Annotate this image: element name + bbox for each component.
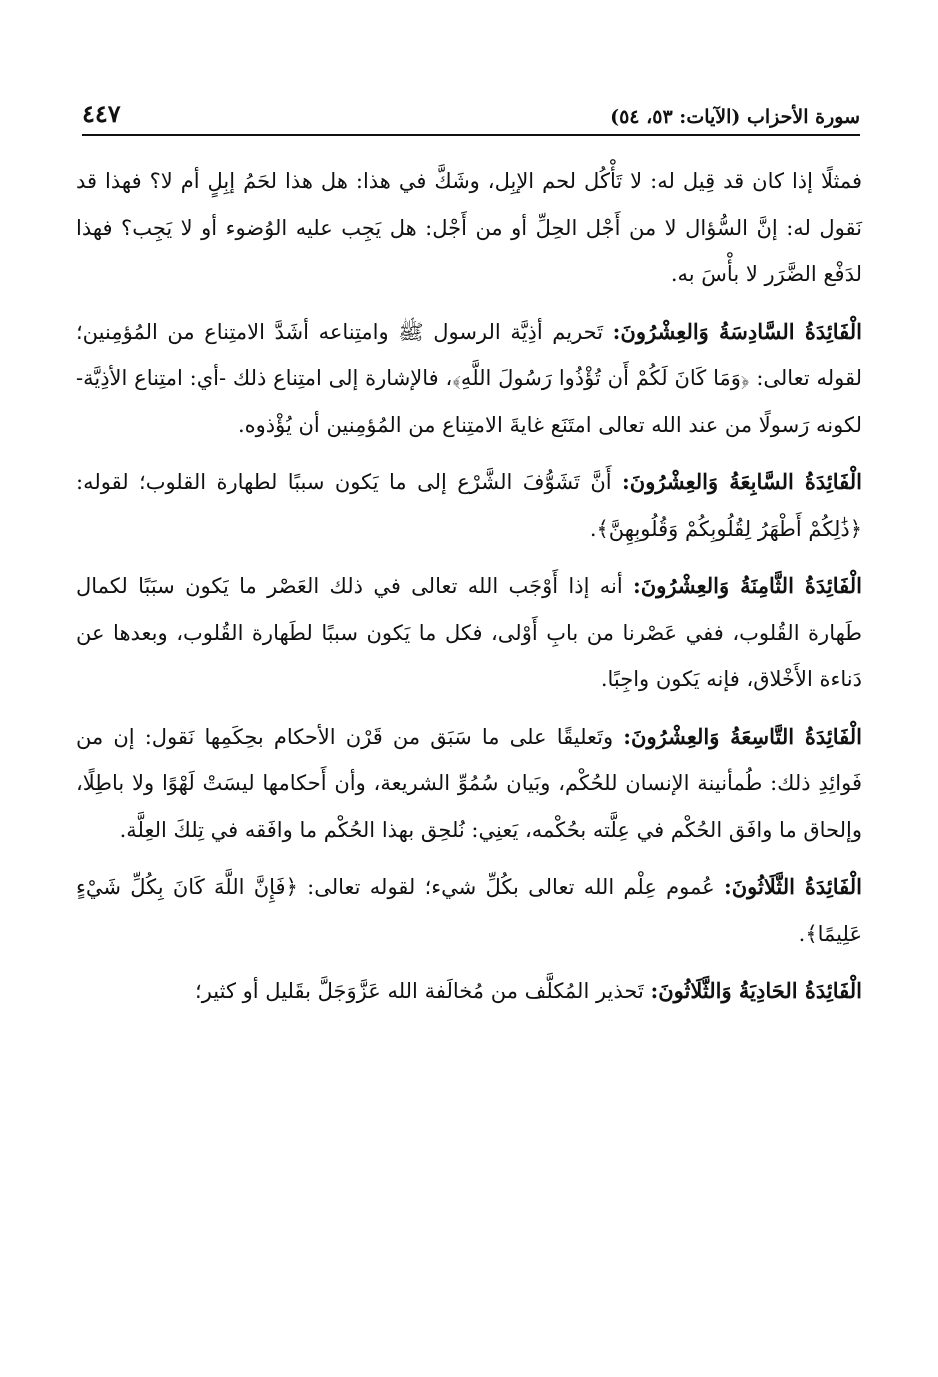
benefit-heading: الْفَائِدَةُ التَّاسِعَةُ وَالعِشْرُونَ: xyxy=(623,723,862,749)
benefit-28 xyxy=(76,563,862,703)
benefit-30 xyxy=(76,864,862,957)
benefit-heading: الْفَائِدَةُ الحَادِيَةُ وَالثَّلَاثُونَ: xyxy=(650,978,862,1003)
benefit-heading: الْفَائِدَةُ السَّادِسَةُ وَالعِشْرُونَ: xyxy=(612,318,862,344)
paragraph-text: فمثلًا إذا كان قد قِيل له: لا تَأْكُل لحم الإبِل، وشَكَّ في هذا: هل هذا لحَمُ إبِلٍ أم لا؟ فهذا قد نَقول له: إنَّ السُّؤال لا من أَجْل الحِلِّ أو من أَجْل: هل يَجِب عليه الوُضوء أو لا يَجِب؟ فهذا لدَفْع الضَّرَر لا بأْسَ به. xyxy=(76,169,862,286)
benefit-29 xyxy=(76,714,862,854)
benefit-text: أنه إذا أَوْجَب الله تعالى في ذلك العَصْر ما يَكون سبَبًا لكمال طَهارة القُلوب، ففي عَصْرنا من بابِ أَوْلى، فكل ما يَكون سببًا لطَهارة القُلوب، وبعدها عن دَناءة الأَخْلاق، فإنه يَكون واجِبًا. xyxy=(76,574,862,691)
benefit-31 xyxy=(76,968,862,1015)
benefit-heading: الْفَائِدَةُ السَّابِعَةُ وَالعِشْرُونَ: xyxy=(622,469,862,494)
benefit-text: تَحذير المُكلَّف من مُخالَفة الله عَزَّوَجَلَّ بقَليل أو كثير؛ xyxy=(195,979,651,1003)
header-divider xyxy=(82,134,860,136)
benefit-27 xyxy=(76,459,862,552)
page-header xyxy=(82,96,860,128)
page-body xyxy=(76,158,862,1026)
page-number: ٤٤٧ xyxy=(82,99,121,128)
benefit-heading: الْفَائِدَةُ الثَّامِنَةُ وَالعِشْرُونَ: xyxy=(633,573,862,598)
benefit-text: أَنَّ تَشَوُّفَ الشَّرْع إلى ما يَكون سببًا لطهارة القلوب؛ لقوله: ﴿ذَٰلِكُمْ أَطْهَرُ لِقُلُوبِكُمْ وَقُلُوبِهِنَّ﴾. xyxy=(76,470,862,541)
benefit-text: عُموم عِلْم الله تعالى بكُلِّ شيء؛ لقوله تعالى: ﴿فَإِنَّ اللَّهَ كَانَ بِكُلِّ شَيْءٍ عَلِيمًا﴾. xyxy=(76,875,862,946)
benefit-heading: الْفَائِدَةُ الثَّلَاثُونَ: xyxy=(723,874,862,899)
benefit-26 xyxy=(76,309,862,449)
running-title: سورة الأحزاب (الآيات: ٥٣، ٥٤) xyxy=(610,106,860,128)
benefit-text: وتَعليقًا على ما سَبَق من قَرْن الأحكام بحِكَمِها نَقول: إن من فَوائِدِ ذلك: طُمأنينة الإنسان للحُكْم، وبَيان سُمُوِّ الشريعة، وأن أَحكامها ليسَتْ لَهْوًا ولا باطِلًا، وإلحاق ما وافَق الحُكْم في عِلَّته بحُكْمه، يَعنِي: نُلحِق بهذا الحُكْم ما وافَقه في تِلكَ العِلَّة. xyxy=(76,724,862,842)
paragraph xyxy=(76,158,862,298)
benefit-text: تَحريم أذِيَّة الرسول ﷺ وامتِناعه أشَدَّ الامتِناع من المُؤمِنين؛ لقوله تعالى: ﴿وَمَا كَانَ لَكُمْ أَن تُؤْذُوا رَسُولَ اللَّهِ﴾، فالإشارة إلى امتِناع ذلك -أي: امتِناع الأذِيَّة- لكونه رَسولًا من عند الله تعالى امتَنَع غايةَ الامتِناع من المُؤمِنين أن يُؤْذوه. xyxy=(76,319,862,437)
